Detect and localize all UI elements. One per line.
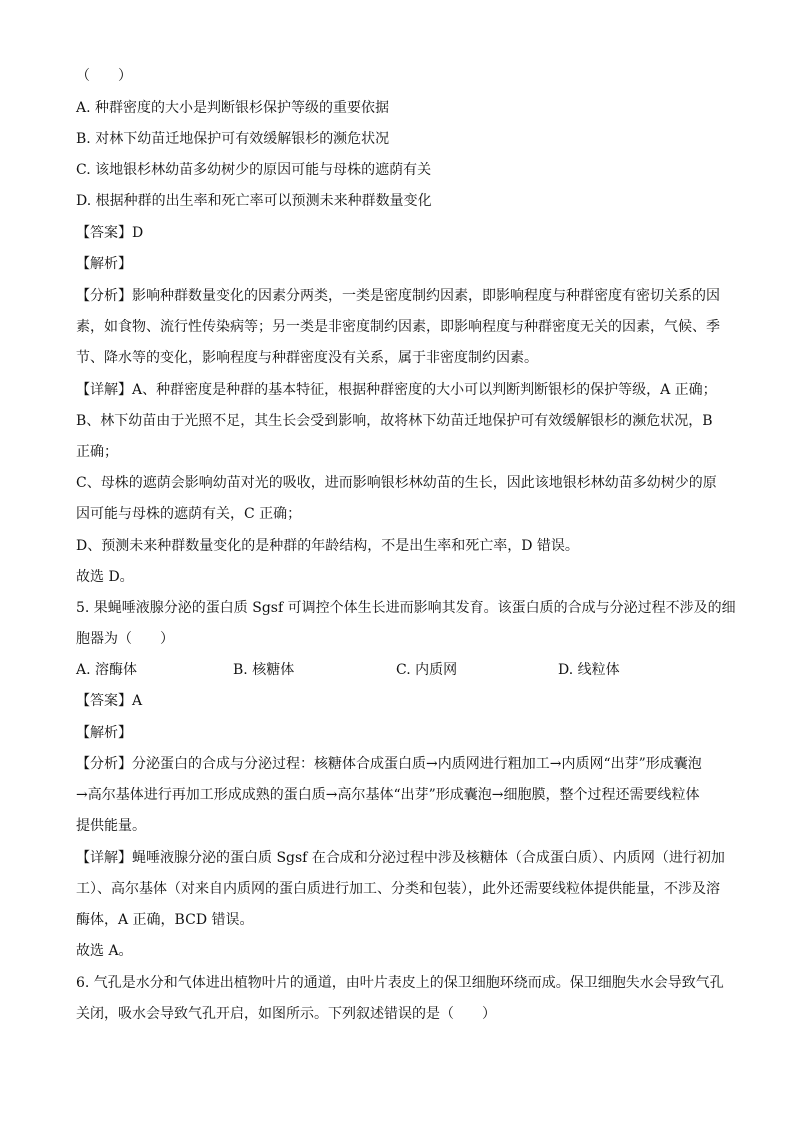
q4-detail-line-4: C、母株的遮荫会影响幼苗对光的吸收，进而影响银杉林幼苗的生长，因此该地银杉林幼苗多幼树少的原 [76, 475, 717, 491]
q5-analysis-line-2: →高尔基体进行再加工形成成熟的蛋白质→高尔基体“出芽”形成囊泡→细胞膜，整个过程还需要线粒体 [76, 787, 700, 803]
q5-stem-line-1: 5. 果蝇唾液腺分泌的蛋白质 Sgsf 可调控个体生长进而影响其发育。该蛋白质的合成与分泌过程不涉及的细 [76, 600, 736, 616]
q4-detail-line-1: 【详解】A、种群密度是种群的基本特征，根据种群密度的大小可以判断判断银杉的保护等级，A 正确； [76, 382, 717, 398]
q4-analysis-line-2: 素，如食物、流行性传染病等；另一类是非密度制约因素，即影响程度与种群密度无关的因素，气候、季 [76, 319, 720, 335]
q5-option-c: C. 内质网 [396, 662, 458, 678]
q5-option-a: A. 溶酶体 [76, 662, 138, 678]
q4-option-c: C. 该地银杉林幼苗多幼树少的原因可能与母株的遮荫有关 [76, 162, 432, 178]
q4-detail-line-6: D、预测未来种群数量变化的是种群的年龄结构，不是出生率和死亡率，D 错误。 [76, 538, 579, 554]
q4-analysis-title: 【解析】 [76, 256, 132, 272]
q4-conclusion: 故选 D。 [76, 569, 134, 585]
q5-detail-line-2: 工）、高尔基体（对来自内质网的蛋白质进行加工、分类和包装），此外还需要线粒体提供能量，不涉及溶 [76, 881, 720, 897]
q4-detail-line-3: 正确； [76, 444, 118, 460]
q5-conclusion: 故选 A。 [76, 943, 133, 959]
q4-detail-line-2: B、林下幼苗由于光照不足，其生长会受到影响，故将林下幼苗迁地保护可有效缓解银杉的濒危状况，B [76, 413, 713, 429]
q5-option-b: B. 核糖体 [233, 662, 295, 678]
q4-detail-line-5: 因可能与母株的遮荫有关，C 正确； [76, 506, 302, 522]
q4-answer: 【答案】D [76, 225, 144, 241]
q5-stem-line-2: 胞器为（ ） [76, 631, 174, 647]
q4-option-b: B. 对林下幼苗迁地保护可有效缓解银杉的濒危状况 [76, 131, 390, 147]
q4-stem-tail: （ ） [76, 68, 132, 84]
q4-analysis-line-3: 节、降水等的变化，影响程度与种群密度没有关系，属于非密度制约因素。 [76, 350, 538, 366]
q5-answer: 【答案】A [76, 693, 143, 709]
q6-stem-line-2: 关闭，吸水会导致气孔开启，如图所示。下列叙述错误的是（ ） [76, 1006, 496, 1022]
q5-analysis-title: 【解析】 [76, 725, 132, 741]
q5-analysis-line-3: 提供能量。 [76, 818, 146, 834]
q4-analysis-line-1: 【分析】影响种群数量变化的因素分两类，一类是密度制约因素，即影响程度与种群密度有密切关系的因 [76, 288, 720, 304]
q6-stem-line-1: 6. 气孔是水分和气体进出植物叶片的通道，由叶片表皮上的保卫细胞环绕而成。保卫细胞失水会导致气孔 [76, 975, 724, 991]
q4-option-d: D. 根据种群的出生率和死亡率可以预测未来种群数量变化 [76, 193, 432, 209]
q4-option-a: A. 种群密度的大小是判断银杉保护等级的重要依据 [76, 100, 390, 116]
q5-analysis-line-1: 【分析】分泌蛋白的合成与分泌过程：核糖体合成蛋白质→内质网进行粗加工→内质网“出芽”形成囊泡 [76, 756, 702, 772]
q5-detail-line-1: 【详解】蝇唾液腺分泌的蛋白质 Sgsf 在合成和分泌过程中涉及核糖体（合成蛋白质）、内质网（进行初加 [76, 850, 725, 866]
q5-option-d: D. 线粒体 [558, 662, 620, 678]
q5-detail-line-3: 酶体，A 正确，BCD 错误。 [76, 912, 254, 928]
